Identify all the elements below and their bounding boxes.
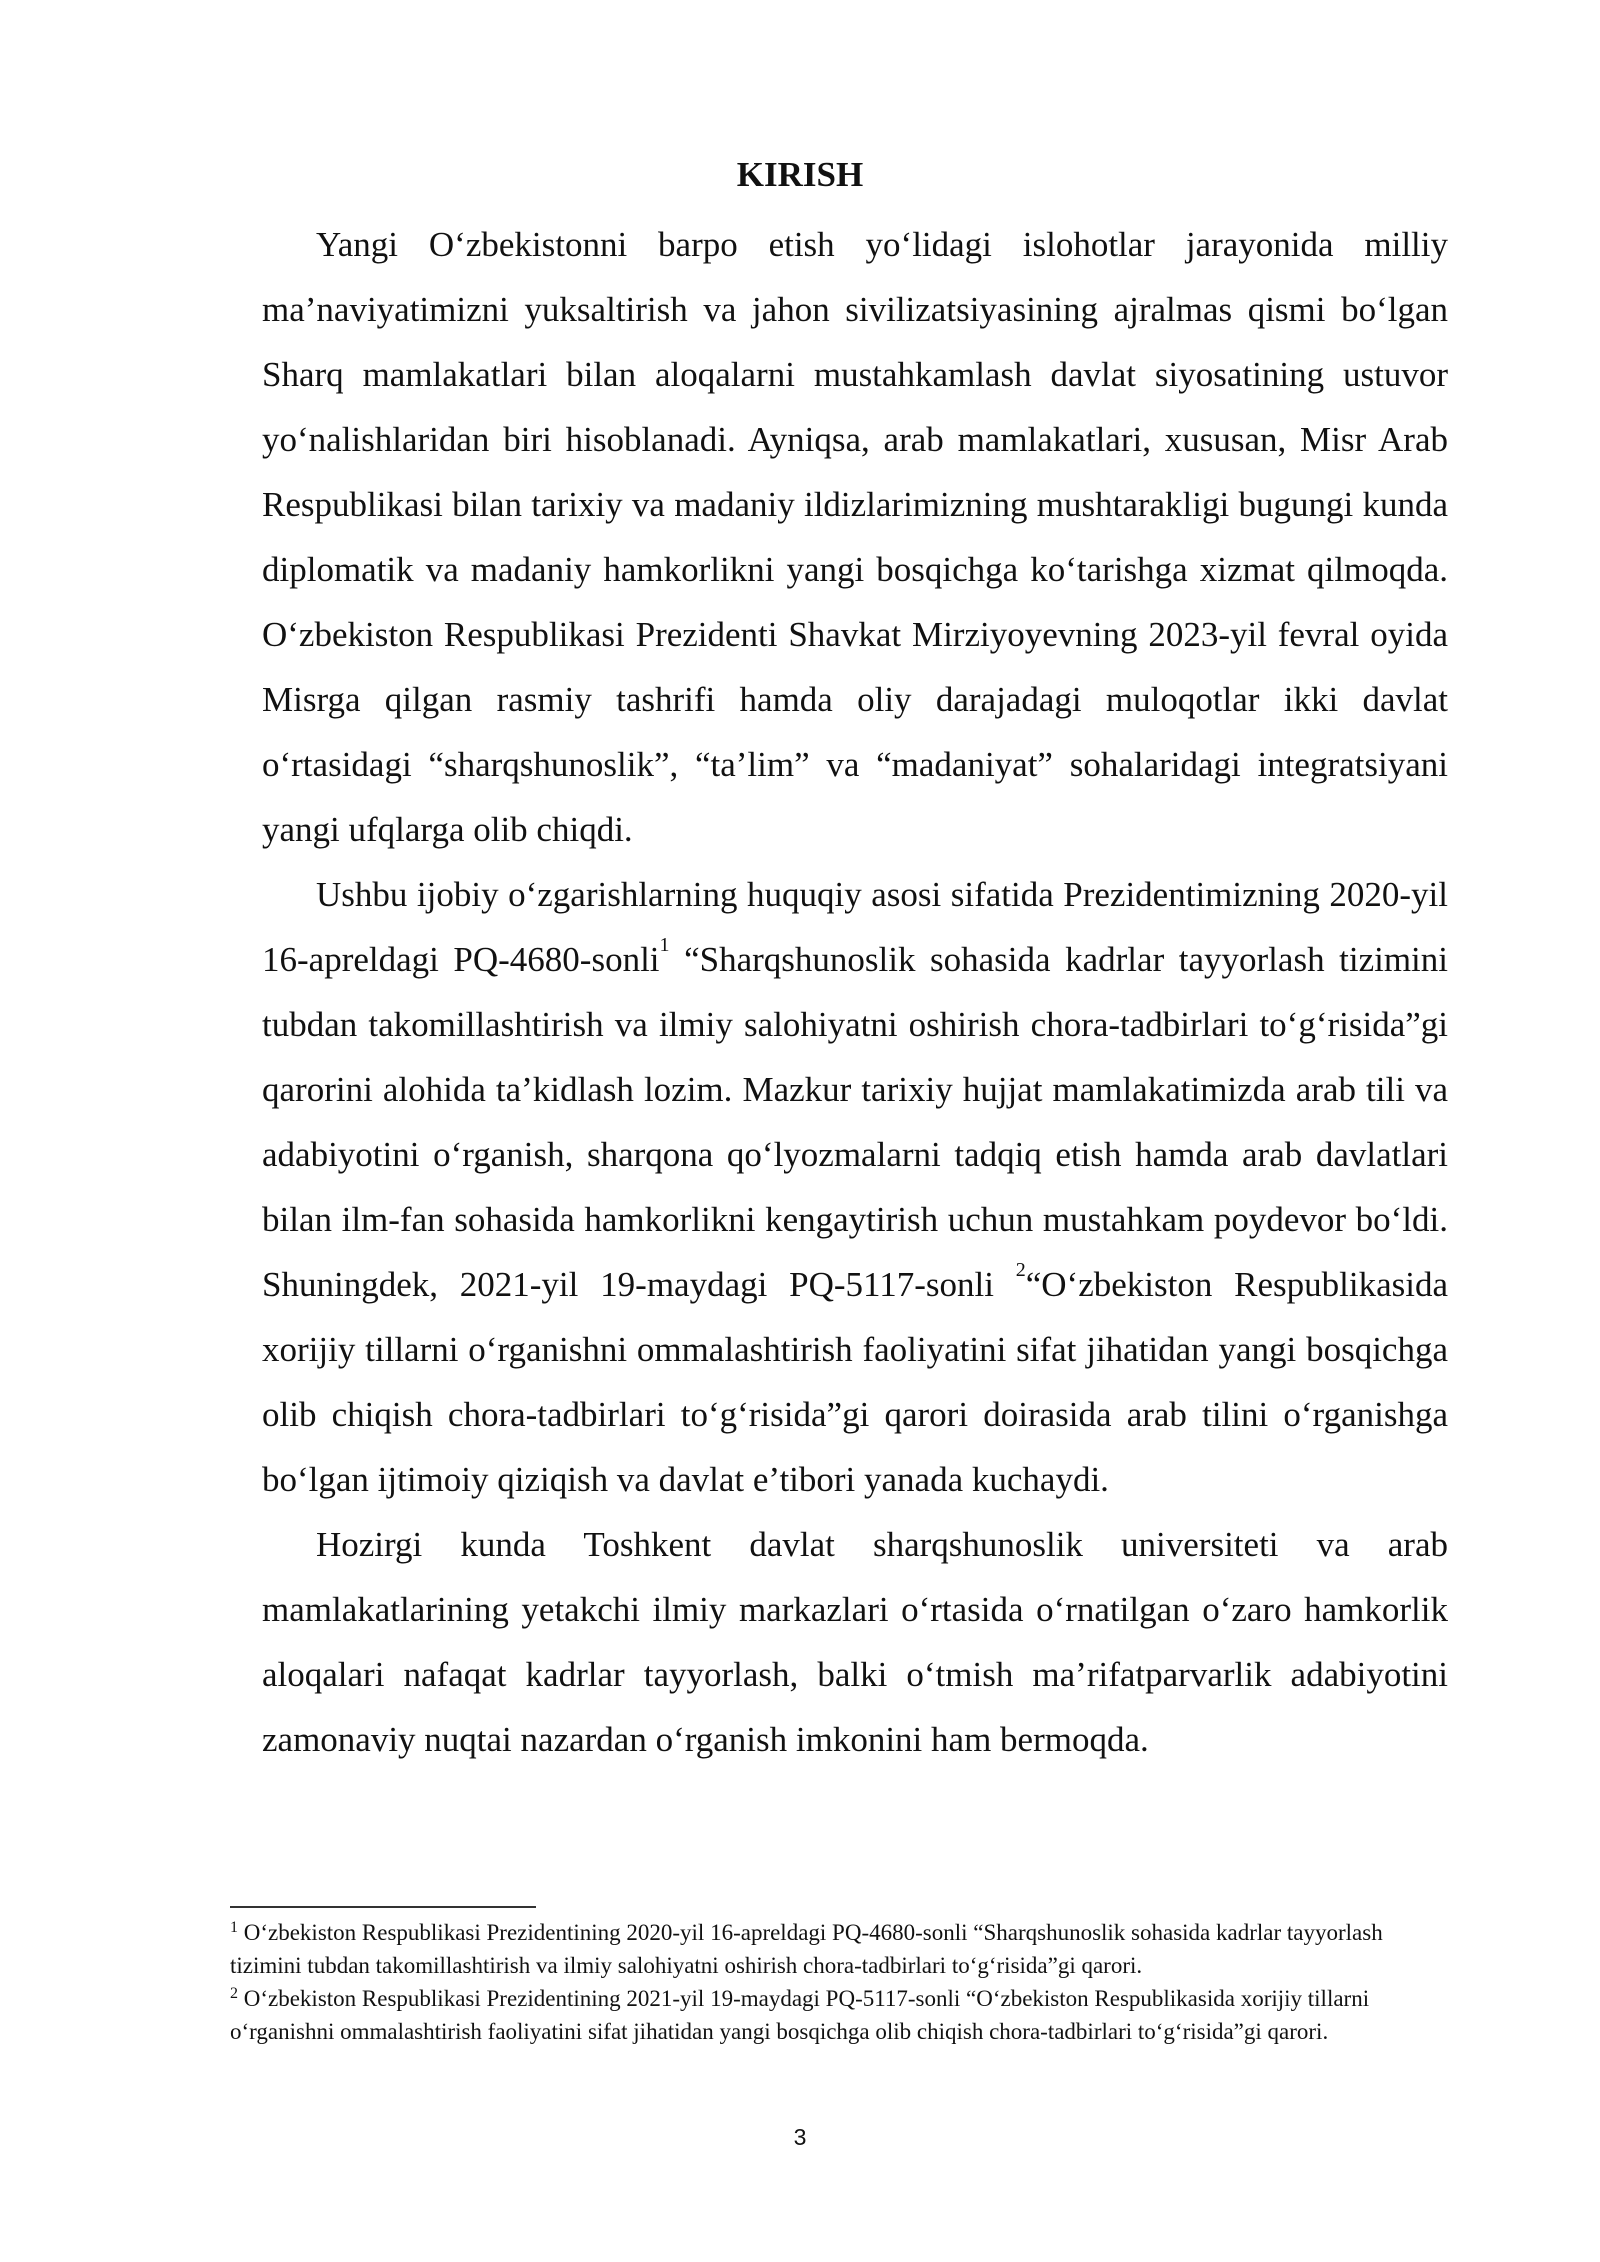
paragraph-2-part-a: Ushbu ijobiy o‘zgarishlarning huquqiy asosi sifatida Prezidentimizning 2020-yil 16-apreldagi PQ-4680-sonli <box>262 875 1448 979</box>
footnote-separator <box>230 1906 536 1908</box>
paragraph-2-part-b: “Sharqshunoslik sohasida kadrlar tayyorlash tizimini tubdan takomillashtirish va ilmiy salohiyatni oshirish chora-tadbirlari to‘g‘risida”gi qarorini alohida ta’kidlash lozim. Mazkur tarixiy hujjat mamlakatimizda arab tili va adabiyotini o‘rganish, sharqona qo‘lyozmalarni tadqiq etish hamda arab davlatlari bilan ilm-fan sohasida hamkorlikni kengaytirish uchun mustahkam poydevor bo‘ldi. Shuningdek, 2021-yil 19-maydagi PQ-5117-sonli <box>262 940 1448 1304</box>
footnotes <box>230 1916 1448 2048</box>
paragraph-1: Yangi O‘zbekistonni barpo etish yo‘lidagi islohotlar jarayonida milliy ma’naviyatimizni yuksaltirish va jahon sivilizatsiyasining ajralmas qismi bo‘lgan Sharq mamlakatlari bilan aloqalarni mustahkamlash davlat siyosatining ustuvor yo‘nalishlaridan biri hisoblanadi. Ayniqsa, arab mamlakatlari, xususan, Misr Arab Respublikasi bilan tarixiy va madaniy ildizlarimizning mushtarakligi bugungi kunda diplomatik va madaniy hamkorlikni yangi bosqichga ko‘tarishga xizmat qilmoqda. O‘zbekiston Respublikasi Prezidenti Shavkat Mirziyoyevning 2023-yil fevral oyida Misrga qilgan rasmiy tashrifi hamda oliy darajadagi muloqotlar ikki davlat o‘rtasidagi “sharqshunoslik”, “ta’lim” va “madaniyat” sohalaridagi integratsiyani yangi ufqlarga olib chiqdi. <box>262 225 1448 849</box>
footnote-2 <box>230 1982 1448 2048</box>
footnote-marker-2: 2 <box>230 1985 238 2002</box>
footnote-ref-1[interactable]: 1 <box>659 934 670 956</box>
paragraph-2 <box>262 862 1448 1512</box>
paragraph-2-part-c: “O‘zbekiston Respublikasida xorijiy tillarni o‘rganishni ommalashtirish faoliyatini sifat jihatidan yangi bosqichga olib chiqish chora-tadbirlari to‘g‘risida”gi qarori doirasida arab tilini o‘rganishga bo‘lgan ijtimoiy qiziqish va davlat e’tibori yanada kuchaydi. <box>262 1265 1449 1499</box>
section-heading: KIRISH <box>736 155 864 194</box>
footnote-ref-2[interactable]: 2 <box>1015 1259 1026 1281</box>
page-number: 3 <box>793 2124 807 2150</box>
body-text <box>262 212 1448 1772</box>
footnote-text-1: O‘zbekiston Respublikasi Prezidentining 2020-yil 16-apreldagi PQ-4680-sonli “Sharqshunoslik sohasida kadrlar tayyorlash tizimini tubdan takomillashtirish va ilmiy salohiyatni oshirish chora-tadbirlari to‘g‘risida”gi qarori. <box>230 1920 1383 1978</box>
footnote-text-2: O‘zbekiston Respublikasi Prezidentining 2021-yil 19-maydagi PQ-5117-sonli “O‘zbekiston Respublikasida xorijiy tillarni o‘rganishni ommalashtirish faoliyatini sifat jihatidan yangi bosqichga olib chiqish chora-tadbirlari to‘g‘risida”gi qarori. <box>230 1986 1370 2044</box>
footnote-marker-1: 1 <box>230 1919 238 1936</box>
footnote-1 <box>230 1916 1448 1982</box>
paragraph-3: Hozirgi kunda Toshkent davlat sharqshunoslik universiteti va arab mamlakatlarining yetakchi ilmiy markazlari o‘rtasida o‘rnatilgan o‘zaro hamkorlik aloqalari nafaqat kadrlar tayyorlash, balki o‘tmish ma’rifatparvarlik adabiyotini zamonaviy nuqtai nazardan o‘rganish imkonini ham bermoqda. <box>262 1525 1448 1759</box>
